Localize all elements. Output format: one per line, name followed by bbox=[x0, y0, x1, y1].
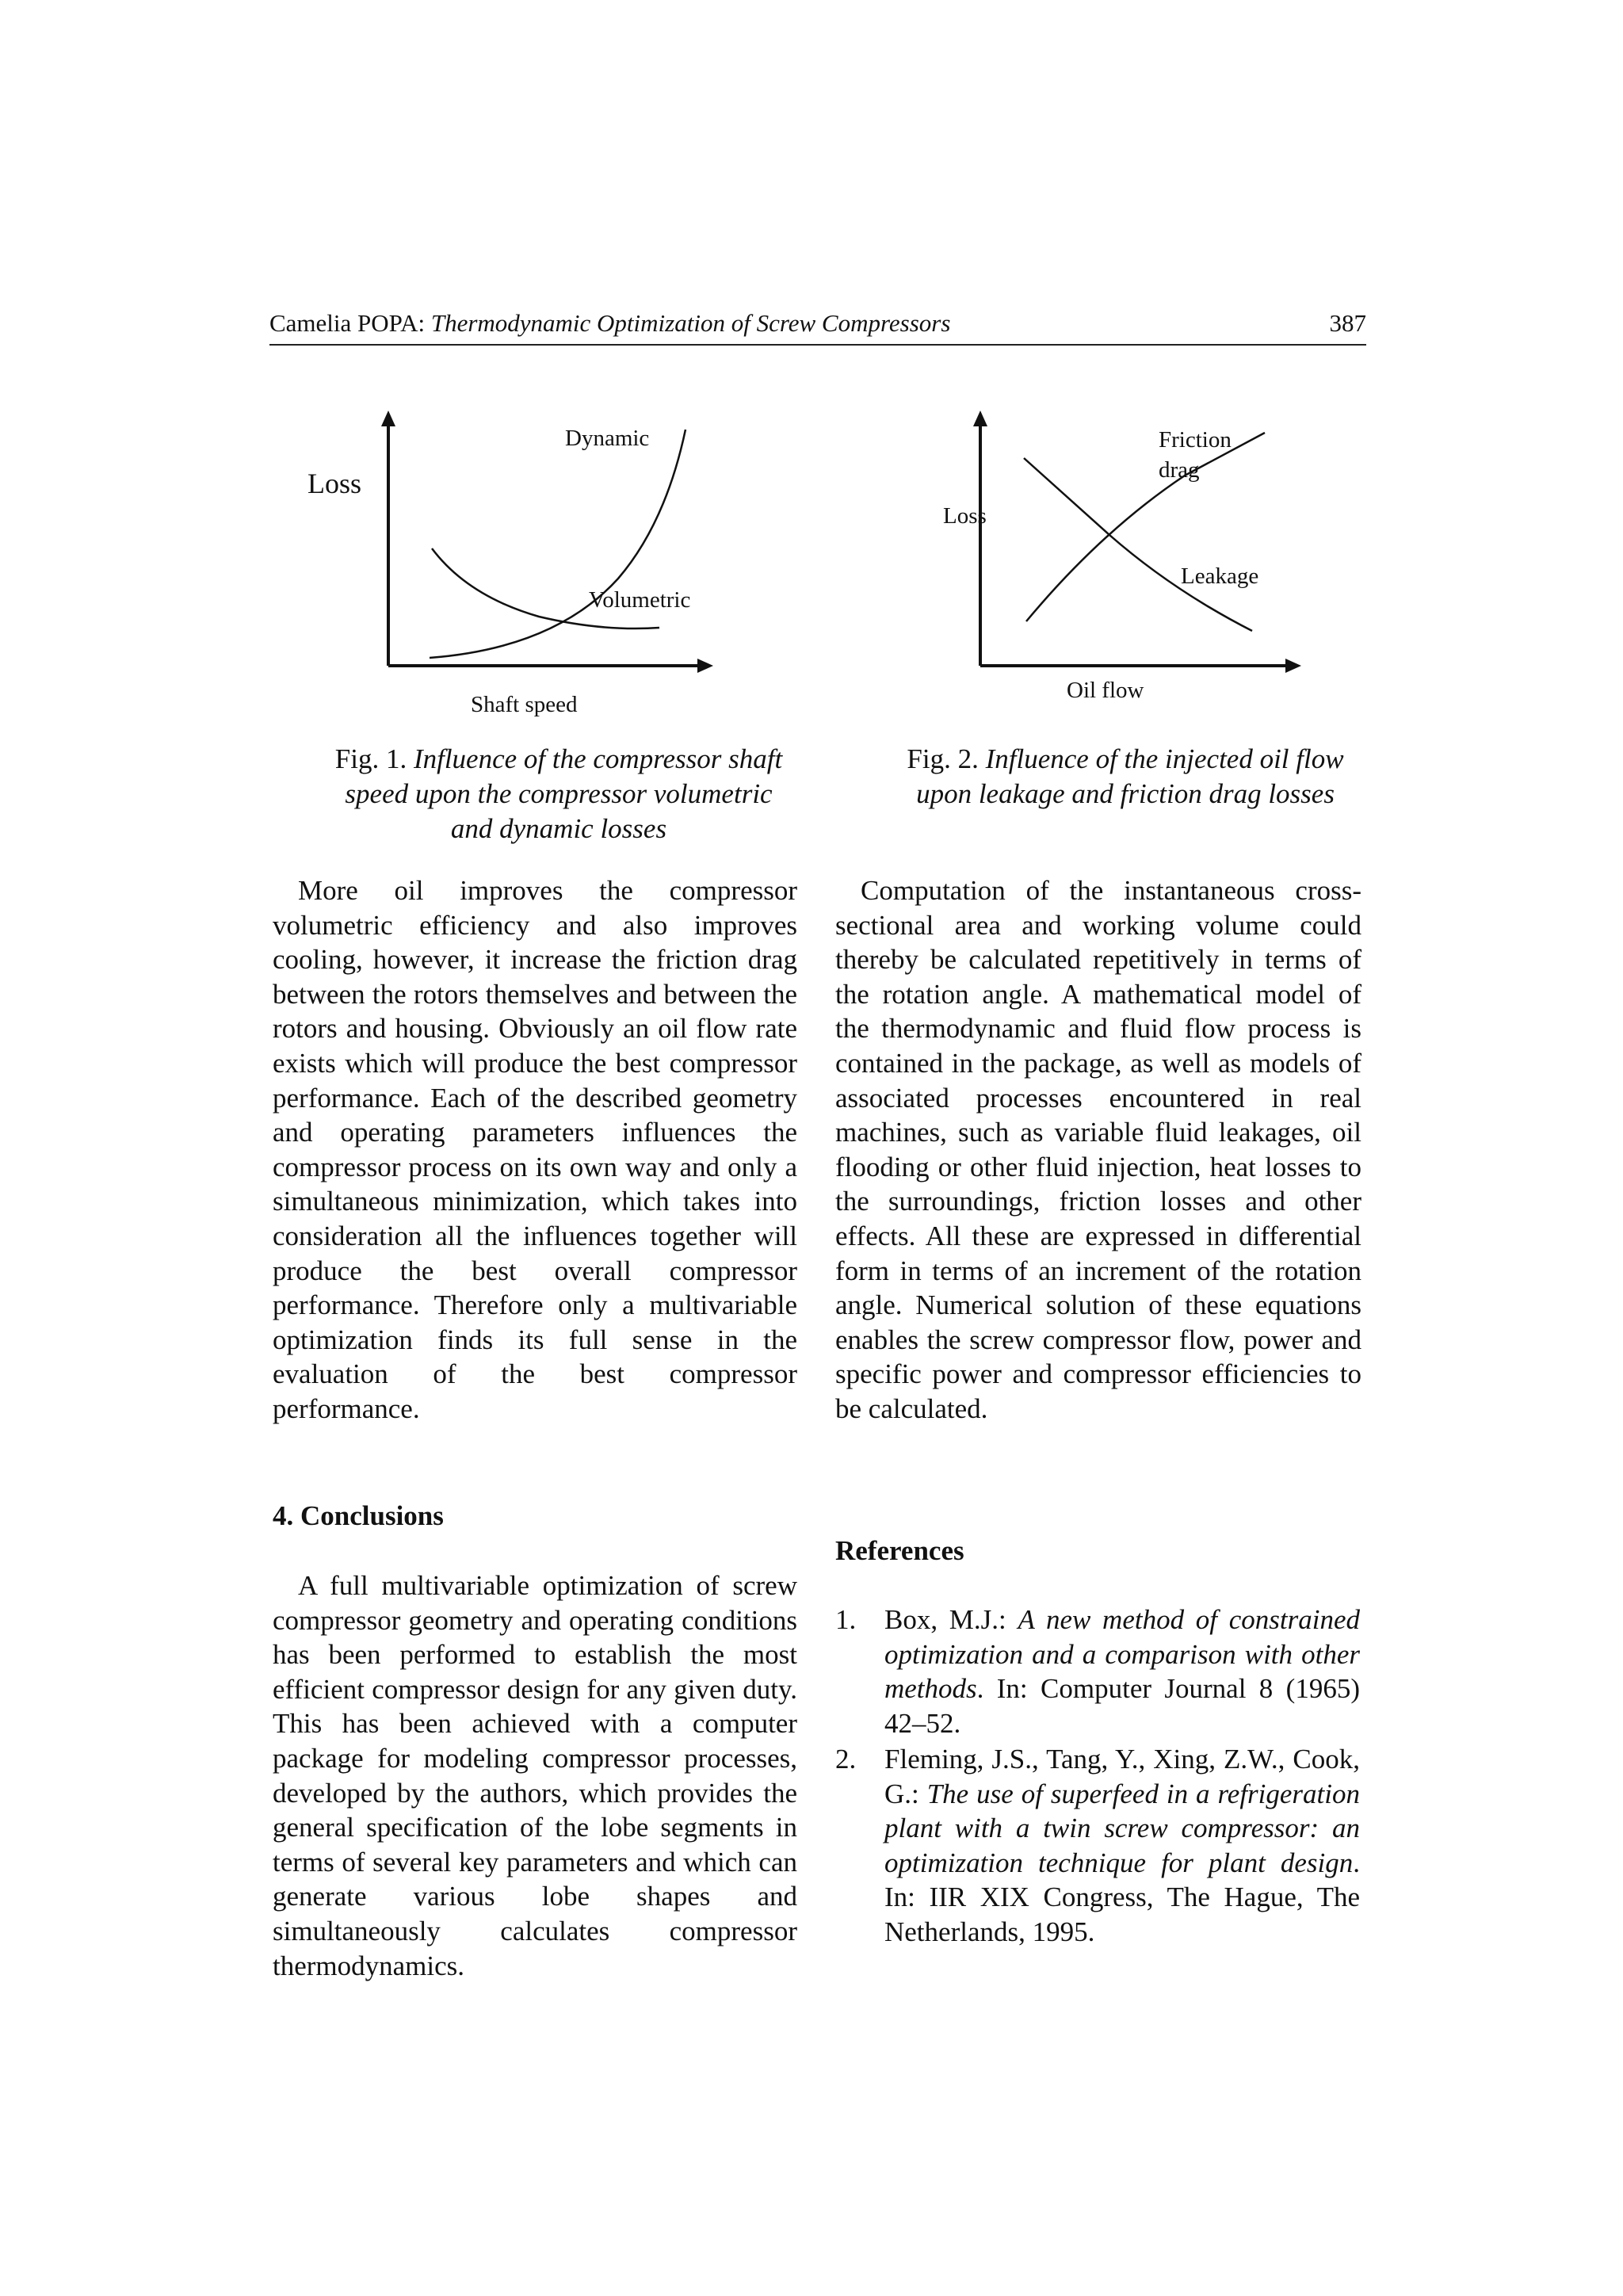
reference-2-number: 2. bbox=[835, 1744, 857, 1775]
reference-1-text bbox=[884, 1603, 1360, 1740]
fig1-x-arrow bbox=[697, 659, 713, 673]
figure-2-caption bbox=[880, 742, 1371, 812]
reference-1-title: A new method of constrained optimization and a comparison with other methods bbox=[884, 1604, 1360, 1705]
fig1-y-arrow bbox=[381, 411, 395, 426]
fig2-x-label: Oil flow bbox=[1067, 678, 1144, 703]
header-title: Thermodynamic Optimization of Screw Compressors bbox=[430, 309, 951, 337]
fig2-leakage-line bbox=[1024, 458, 1252, 631]
fig1-caption-title-1: Influence of the compressor shaft bbox=[413, 743, 783, 774]
fig2-caption-prefix: Fig. 2. bbox=[907, 743, 986, 774]
left-paragraph-1: More oil improves the compressor volumetric efficiency and also improves cooling, however, it increase the friction drag between the rotors themselves and between the rotors and housing. Obviously an oil flow rate exists which will produce the best compressor performance. Each of the described geometry and operating parameters influences the compressor process on its own way and only a simultaneous minimization, which takes into consideration all the influences together will produce the best overall compressor performance. Therefore only a multivariable optimization finds its full sense in the evaluation of the best compressor performance. bbox=[273, 875, 797, 1424]
fig2-y-arrow bbox=[973, 411, 987, 426]
fig2-friction-label-2: drag bbox=[1159, 457, 1200, 483]
conclusions-body bbox=[273, 1568, 797, 1983]
fig1-dynamic-label: Dynamic bbox=[565, 426, 650, 451]
fig2-y-label: Loss bbox=[943, 503, 987, 529]
left-paragraph-2: A full multivariable optimization of screw compressor geometry and operating conditions has been performed to establish the most efficient compressor design for any given duty. This has been achieved with a computer package for modeling compressor processes, developed by the authors, which provides the general specification of the lobe segments in terms of several key parameters and which can generate various lobe shapes and simultaneously calculates compressor thermodynamics. bbox=[273, 1570, 797, 1981]
right-column bbox=[835, 873, 1361, 1427]
running-header bbox=[269, 306, 1366, 346]
fig1-y-label: Loss bbox=[307, 468, 362, 499]
reference-2-rest: . In: IIR XIX Congress, The Hague, The Netherlands, 1995. bbox=[884, 1847, 1360, 1947]
page-number: 387 bbox=[1329, 309, 1366, 337]
reference-1-rest: . In: Computer Journal 8 (1965) 42–52. bbox=[884, 1673, 1360, 1739]
fig1-caption-prefix: Fig. 1. bbox=[334, 743, 414, 774]
reference-2-authors: Fleming, J.S., Tang, Y., Xing, Z.W., Cook, G.: bbox=[884, 1744, 1360, 1809]
fig1-x-label: Shaft speed bbox=[471, 692, 578, 717]
fig2-friction-line bbox=[1026, 433, 1265, 621]
reference-2-title: The use of superfeed in a refrigeration plant with a twin screw compressor: an optimization technique for plant design bbox=[884, 1778, 1361, 1878]
reference-1 bbox=[835, 1603, 1361, 1742]
left-column bbox=[273, 873, 797, 1427]
fig1-dynamic-curve bbox=[430, 430, 685, 658]
fig2-friction-label-1: Friction bbox=[1159, 427, 1232, 453]
references-heading: References bbox=[835, 1535, 964, 1566]
header-author-name: Camelia POPA: bbox=[269, 309, 431, 337]
right-paragraph-1: Computation of the instantaneous cross-sectional area and working volume could thereby be calculated repetitively in terms of the rotation angle. A mathematical model of the thermodynamic and fluid flow process is contained in the package, as well as models of associated processes encountered in real machines, such as variable fluid leakages, oil flooding or other fluid injection, heat losses to the surroundings, friction losses and other effects. All these are expressed in differential form in terms of an increment of the rotation angle. Numerical solution of these equations enables the screw compressor flow, power and specific power and compressor efficiencies to be calculated. bbox=[835, 875, 1361, 1424]
fig2-caption-title-1: Influence of the injected oil flow bbox=[985, 743, 1344, 774]
figure-1-caption bbox=[285, 742, 832, 846]
figure-2 bbox=[911, 396, 1387, 713]
fig1-volumetric-label: Volumetric bbox=[589, 587, 691, 613]
fig1-caption-title-3: and dynamic losses bbox=[450, 813, 667, 844]
figure-2-plot bbox=[911, 396, 1387, 713]
reference-1-number: 1. bbox=[835, 1604, 857, 1635]
conclusions-heading: 4. Conclusions bbox=[273, 1500, 444, 1531]
figure-1 bbox=[269, 396, 824, 729]
reference-1-authors: Box, M.J.: bbox=[884, 1604, 1018, 1635]
fig2-leakage-label: Leakage bbox=[1181, 563, 1259, 589]
fig2-caption-title-2: upon leakage and friction drag losses bbox=[916, 778, 1335, 809]
reference-2-text bbox=[884, 1742, 1360, 1950]
fig2-x-arrow bbox=[1285, 659, 1301, 673]
reference-2 bbox=[835, 1742, 1361, 1996]
header-author bbox=[269, 308, 950, 339]
fig1-caption-title-2: speed upon the compressor volumetric bbox=[345, 778, 773, 809]
figure-1-plot bbox=[269, 396, 824, 729]
